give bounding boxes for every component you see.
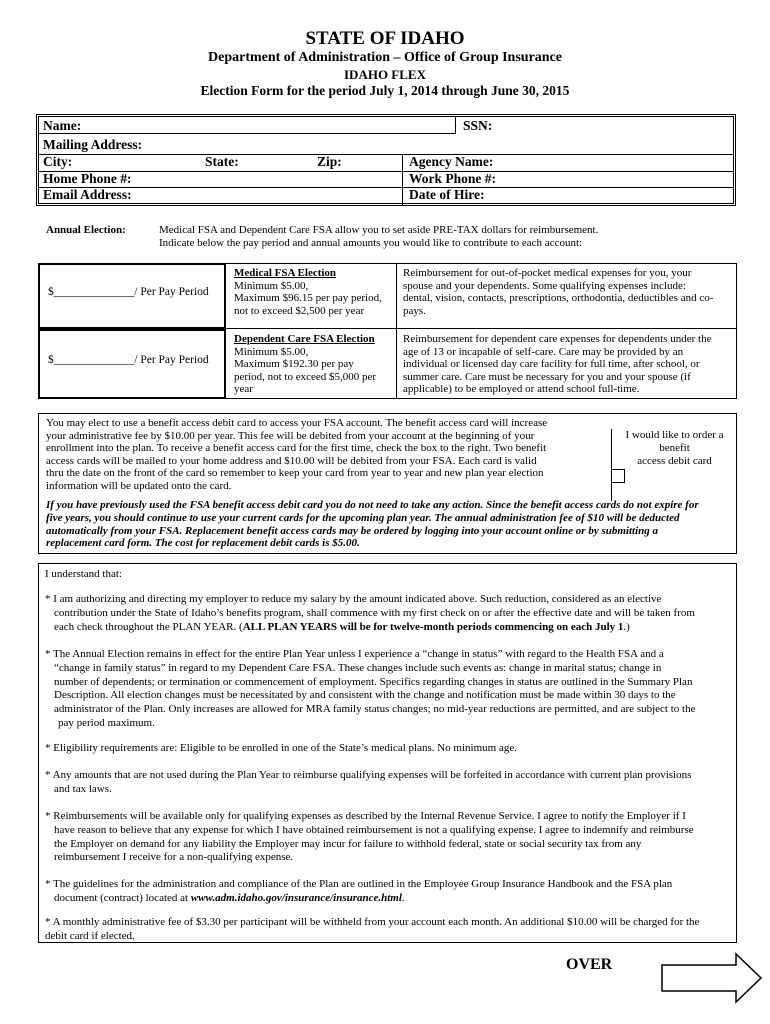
dependent-fsa-election — [234, 333, 376, 396]
dependent-max: Maximum $192.30 per pay — [234, 358, 354, 370]
dependent-min: Minimum $5.00, — [234, 345, 309, 358]
name-field[interactable]: Name: — [43, 118, 82, 133]
work-phone-field[interactable]: Work Phone #: — [409, 171, 497, 186]
fsa-election-table — [38, 263, 737, 399]
clause-guidelines: * The guidelines for the administration and compliance of the Plan are outlined in the Employee Group Insurance Handbook and the FSA plan document (contract) located at www.adm.idaho.gov/insurance/insurance.html. — [45, 878, 673, 904]
dependent-fsa-description: Reimbursement for dependent care expenses for dependents under the age of 13 or incapable of self-care. Care may be provided by an individual or licensed day care facility for full time, after school, or summer care. Care must be necessary for you and your spouse (if applicable) to be employed or attend school full-time. — [403, 333, 712, 395]
medical-fsa-description: Reimbursement for out-of-pocket medical expenses for you, your spouse and your dependents. Some qualifying expenses include: dental, vision, contacts, prescriptions, orthodontia, deductibles and co- pays. — [403, 267, 714, 317]
medical-amount-box[interactable] — [38, 263, 226, 329]
debit-card-note: If you have previously used the FSA benefit access debit card you do not need to take any action. Since the benefit access cards do not expire for five years, you should continue to use your current cards for the upcoming plan year. The annual administration fee of $10 will be deducted automatically from your FSA. Replacement benefit access cards may be ordered by logging into your account online or by submitting a replacement card form. The cost for replacement debit cards is $5.00. — [46, 499, 699, 550]
dependent-amount-input[interactable]: $______________/ Per Pay Period — [48, 354, 209, 366]
form-title: STATE OF IDAHO — [305, 28, 465, 49]
zip-field[interactable]: Zip: — [317, 154, 342, 169]
understand-intro: I understand that: — [45, 568, 122, 580]
over-label: OVER — [566, 956, 613, 973]
agency-name-field[interactable]: Agency Name: — [409, 154, 494, 169]
dependent-amount-box[interactable] — [38, 329, 226, 399]
dependent-fsa-title: Dependent Care FSA Election — [234, 333, 375, 345]
medical-min: Minimum $5.00, — [234, 279, 309, 292]
annual-election-label: Annual Election: — [46, 224, 126, 236]
debit-card-section — [38, 413, 737, 554]
medical-max: Maximum $96.15 per pay period, — [234, 292, 382, 304]
mailing-address-field[interactable]: Mailing Address: — [43, 137, 143, 152]
acknowledgement-section — [38, 563, 737, 943]
medical-fsa-election — [234, 267, 382, 317]
medical-amount-input[interactable]: $______________/ Per Pay Period — [48, 286, 209, 298]
insurance-link[interactable]: www.adm.idaho.gov/insurance/insurance.html — [190, 891, 402, 904]
date-of-hire-field[interactable]: Date of Hire: — [409, 187, 485, 202]
ssn-field[interactable]: SSN: — [463, 118, 493, 133]
medical-fsa-title: Medical FSA Election — [234, 267, 337, 279]
dependent-limit-cont: year — [234, 383, 253, 395]
right-arrow-icon — [660, 952, 764, 1004]
city-field[interactable]: City: — [43, 154, 73, 169]
annual-election-line1: Medical FSA and Dependent Care FSA allow you to set aside PRE-TAX dollars for reimbursement. — [159, 224, 599, 236]
email-field[interactable]: Email Address: — [43, 187, 132, 202]
clause-admin-fee: * A monthly administrative fee of $3.30 per participant will be withheld from your account each month. An additional $10.00 will be charged for the debit card if elected. — [45, 916, 700, 942]
clause-annual-election: * The Annual Election remains in effect for the entire Plan Year unless I experience a “change in status” with regard to the Health FSA and a “change in family status” in regard to my Dependent Care FSA. These changes include such events as: change in marital status; change in number of dependents; or termination or commencement of employment. Specifics regarding changes in status are outlined in the Summary Plan Description. All election changes must be necessitated by and consistent with the change and notification must be made within 30 days to the administrator of the Plan. Only increases are allowed for MRA family status changes; no mid-year reductions are permitted, and are subject to the pay period maximum. — [45, 648, 696, 729]
state-field[interactable]: State: — [205, 154, 239, 169]
department-name: Department of Administration – Office of Group Insurance — [208, 50, 562, 65]
order-debit-card-checkbox[interactable] — [611, 469, 625, 483]
clause-salary-reduction: * I am authorizing and directing my employer to reduce my salary by the amount indicated above. Such reduction, considered as an elective contribution under the State of Idaho’s benefits program, shall commence with my first check on or after the effective date and will be taken from each check throughout the PLAN YEAR. (ALL PLAN YEARS will be for twelve-month periods commencing on each July 1.) — [45, 593, 695, 633]
election-period: Election Form for the period July 1, 2014 through June 30, 2015 — [200, 83, 570, 98]
medical-limit: not to exceed $2,500 per year — [234, 304, 365, 317]
clause-forfeiture: * Any amounts that are not used during the Plan Year to reimburse qualifying expenses will be forfeited in accordance with current plan provisions and tax laws. — [45, 769, 692, 795]
personal-info-box — [36, 114, 736, 206]
dependent-limit: period, not to exceed $5,000 per — [234, 370, 377, 383]
debit-card-text: You may elect to use a benefit access debit card to access your FSA account. The benefit access card will increase your administrative fee by $10.00 per year. This fee will be debited from your account at the beginning of your enrollment into the plan. To receive a benefit access card for the first time, check the box to the right. Two benefit access cards will be mailed to your home address and $10.00 will be debited from your FSA. Each card is valid thru the date on the front of the card so remember to keep your card from year to year and new plan year election information will be updated onto the card. — [46, 417, 548, 492]
clause-reimbursements: * Reimbursements will be available only for qualifying expenses as described by the Internal Revenue Service. I agree to notify the Employer if I have reason to believe that any expense for which I have obtained reimbursement is not a qualifying expense. I agree to indemnify and reimburse the Employer on demand for any liability the Employer may incur for failure to withhold federal, state or social security tax from any reimbursement I receive for a non-qualifying expense. — [45, 810, 694, 864]
order-debit-card-label: I would like to order a benefit access debit card — [611, 429, 737, 501]
annual-election-line2: Indicate below the pay period and annual amounts you would like to contribute to each account: — [159, 237, 583, 249]
clause-eligibility: * Eligibility requirements are: Eligible to be enrolled in one of the State’s medical plans. No minimum age. — [45, 742, 517, 754]
program-name: IDAHO FLEX — [344, 67, 426, 82]
home-phone-field[interactable]: Home Phone #: — [43, 171, 132, 186]
